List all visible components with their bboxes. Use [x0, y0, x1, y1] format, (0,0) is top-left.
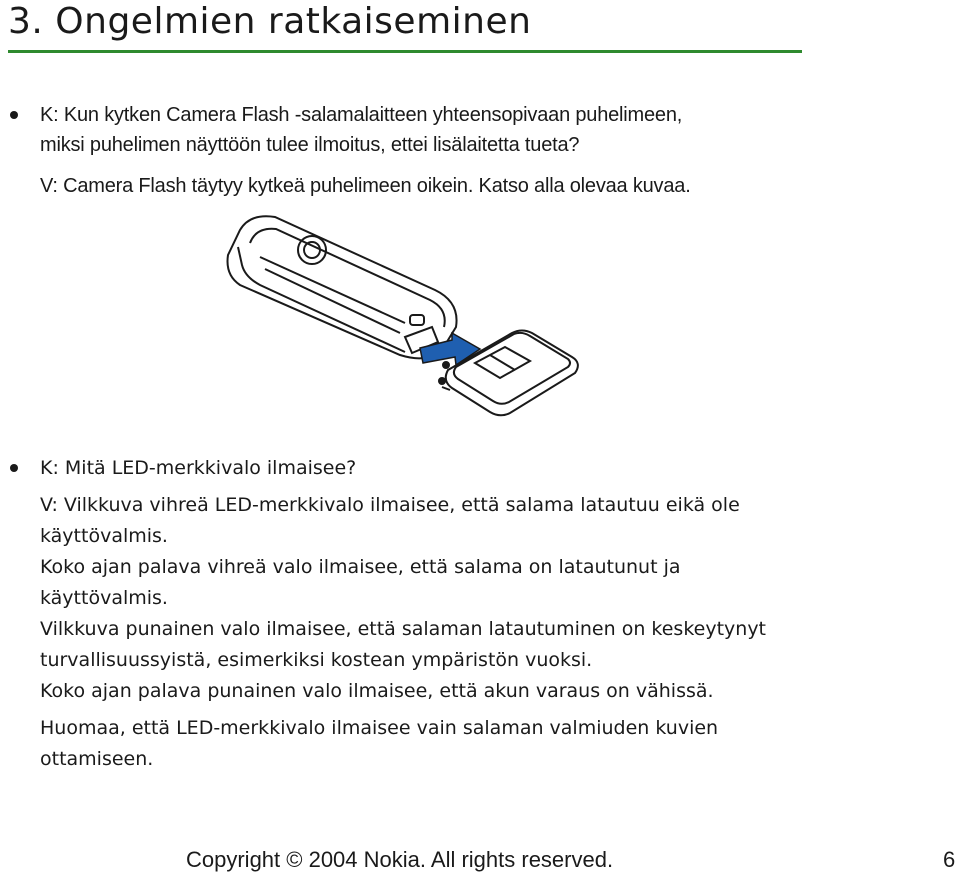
answer-2-line-9: ottamiseen. — [40, 748, 154, 770]
page-title: 3. Ongelmien ratkaiseminen — [8, 1, 532, 42]
footer-copyright: Copyright © 2004 Nokia. All rights reserved. — [186, 847, 614, 872]
answer-2-line-4: käyttövalmis. — [40, 587, 168, 609]
question-2-line-1: K: Mitä LED-merkkivalo ilmaisee? — [40, 457, 357, 479]
phone-camera-flash-illustration — [220, 205, 590, 420]
answer-2-line-6: turvallisuussyistä, esimerkiksi kostean ympäristön vuoksi. — [40, 649, 593, 671]
question-1-line-1: K: Kun kytken Camera Flash -salamalaitteen yhteensopivaan puhelimeen, — [40, 104, 683, 126]
answer-2-line-8: Huomaa, että LED-merkkivalo ilmaisee vain salaman valmiuden kuvien — [40, 717, 719, 739]
answer-2-line-2: käyttövalmis. — [40, 525, 168, 547]
title-divider — [8, 50, 802, 53]
answer-1-line-1: V: Camera Flash täytyy kytkeä puhelimeen oikein. Katso alla olevaa kuvaa. — [40, 175, 691, 197]
answer-2-line-3: Koko ajan palava vihreä valo ilmaisee, että salama on latautunut ja — [40, 556, 681, 578]
bullet-icon — [10, 464, 18, 472]
answer-2-line-7: Koko ajan palava punainen valo ilmaisee, että akun varaus on vähissä. — [40, 680, 714, 702]
answer-2-line-5: Vilkkuva punainen valo ilmaisee, että salaman latautuminen on keskeytynyt — [40, 618, 767, 640]
question-1-line-2: miksi puhelimen näyttöön tulee ilmoitus, ettei lisälaitetta tueta? — [40, 134, 580, 156]
page-number: 6 — [943, 847, 956, 872]
bullet-icon — [10, 111, 18, 119]
answer-2-line-1: V: Vilkkuva vihreä LED-merkkivalo ilmaisee, että salama latautuu eikä ole — [40, 494, 740, 516]
